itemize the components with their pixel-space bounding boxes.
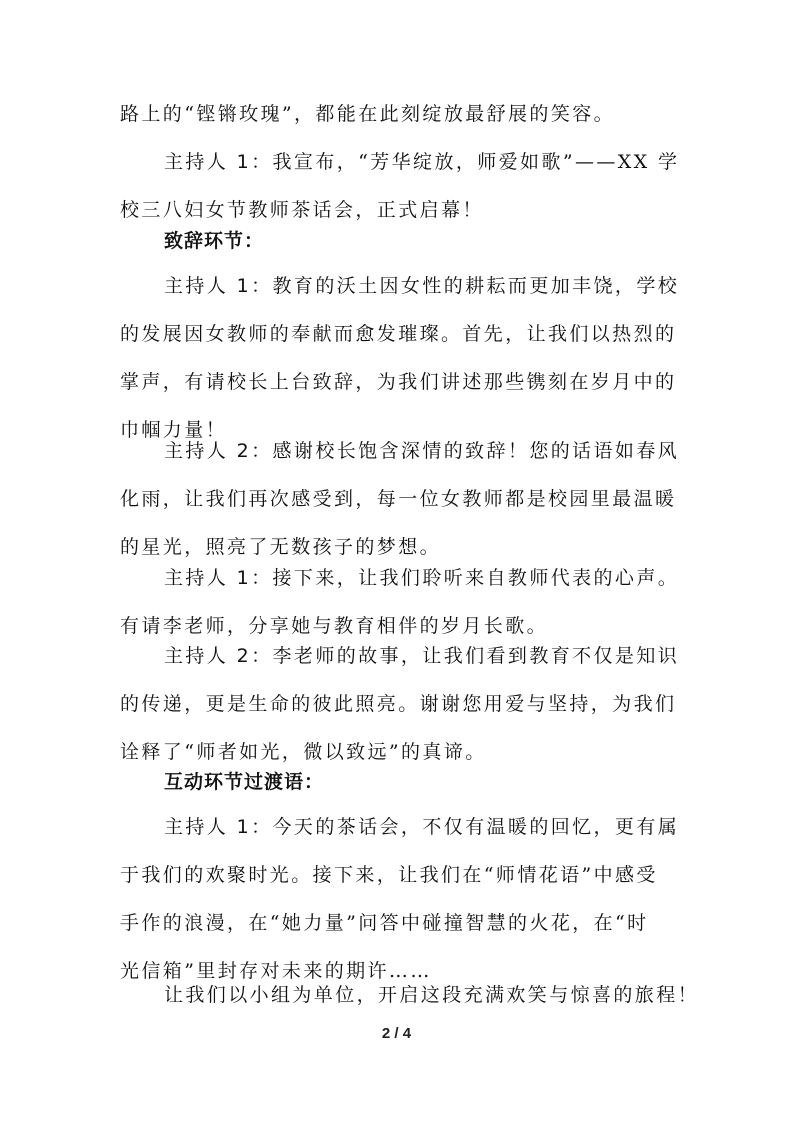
text-line [120, 554, 680, 602]
text-segment: 接下来，让我们聆听来自教师代表的心声。 [272, 567, 680, 589]
text-line: 的传递，更是生命的彼此照亮。谢谢您用爱与坚持，为我们 [120, 693, 677, 715]
text-segment: 感谢校长饱含深情的致辞！您的话语如春风 [272, 440, 680, 462]
text-line [120, 427, 680, 475]
paragraph [120, 971, 700, 1019]
text-segment: 李老师的故事，让我们看到教育不仅是知识 [272, 645, 680, 667]
text-line: 手作的浪漫，在“她力量”问答中碰撞智慧的火花，在“时 [120, 912, 649, 934]
text-line: 让我们以小组为单位，开启这段充满欢笑与惊喜的旅程！ [164, 984, 700, 1006]
text-line: 的发展因女教师的奉献而愈发璀璨。首先，让我们以热烈的 [120, 323, 677, 345]
speaker-label: 主持人 1： [164, 567, 273, 589]
text-line: 化雨，让我们再次感受到，每一位女教师都是校园里最温暖 [120, 488, 677, 510]
paragraph [120, 427, 680, 571]
text-line: 于我们的欢聚时光。接下来，让我们在“师情花语”中感受 [120, 864, 658, 886]
speaker-label: 主持人 2： [164, 645, 273, 667]
text-segment: 我宣布，“芳华绽放，师爱如歌”——XX 学 [272, 151, 680, 173]
text-line: 光信箱”里封存对未来的期许…… [120, 960, 432, 982]
paragraph [120, 262, 680, 454]
speaker-label: 主持人 1： [164, 275, 273, 297]
text-line: 诠释了“师者如光，微以致远”的真谛。 [120, 741, 487, 763]
text-line: 校三八妇女节教师茶话会，正式启幕！ [120, 199, 484, 221]
paragraph [120, 632, 680, 776]
text-segment: 教育的沃土因女性的耕耘而更加丰饶，学校 [272, 275, 680, 297]
text-line [120, 803, 680, 851]
text-line [120, 632, 680, 680]
text-line [120, 262, 680, 310]
speaker-label: 主持人 1： [164, 151, 273, 173]
section-heading: 致辞环节： [164, 230, 265, 252]
section-heading: 互动环节过渡语： [164, 771, 325, 793]
speaker-label: 主持人 2： [164, 440, 273, 462]
text-line: 的星光，照亮了无数孩子的梦想。 [120, 536, 442, 558]
text-line [120, 138, 680, 186]
text-line: 路上的“铿锵玫瑰”，都能在此刻绽放最舒展的笑容。 [120, 103, 616, 125]
text-line: 巾帼力量！ [120, 419, 228, 441]
text-line: 有请李老师，分享她与教育相伴的岁月长歌。 [120, 615, 549, 637]
speaker-label: 主持人 1： [164, 816, 273, 838]
paragraph [120, 90, 680, 138]
page-number: 2 / 4 [381, 1025, 412, 1042]
text-line: 掌声，有请校长上台致辞，为我们讲述那些镌刻在岁月中的 [120, 371, 677, 393]
paragraph [120, 803, 680, 995]
text-segment: 今天的茶话会，不仅有温暖的回忆，更有属 [272, 816, 680, 838]
